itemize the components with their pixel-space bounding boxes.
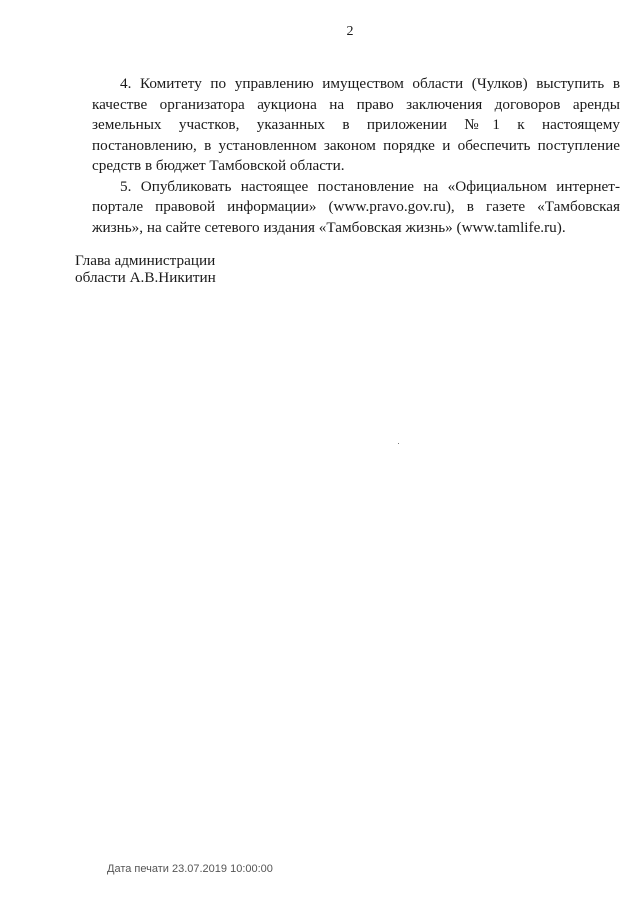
paragraph-5: 5. Опубликовать настоящее постановление на «Официальном интернет-портале правовой информации» (www.pravo.gov.ru), в газете «Тамбовская жизнь», на сайте сетевого издания «Тамбовская жизнь» (www.tamlife.ru). (92, 177, 620, 236)
signature-title: Глава администрации (75, 252, 216, 269)
document-body (92, 74, 620, 238)
print-date: Дата печати 23.07.2019 10:00:00 (107, 863, 273, 875)
signature-block (75, 252, 216, 286)
page-number: 2 (346, 24, 354, 39)
signature-name: области А.В.Никитин (75, 269, 216, 286)
scan-speck (398, 443, 399, 444)
paragraph-4: 4. Комитету по управлению имуществом области (Чулков) выступить в качестве организатора аукциона на право заключения договоров аренды земельных участков, указанных в приложении №1 к настоящему постановлению, в установленном законом порядке и обеспечить поступление средств в бюджет Тамбовской области. (92, 75, 620, 174)
